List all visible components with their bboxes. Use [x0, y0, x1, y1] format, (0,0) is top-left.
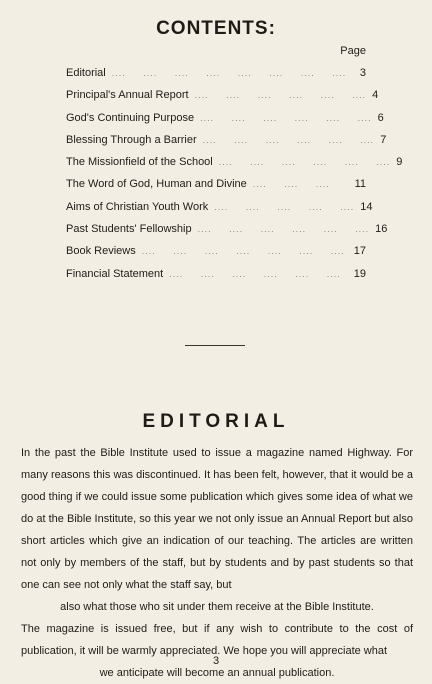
toc-leader-dots: .... .... .... .... .... .... — [218, 157, 391, 168]
toc-leader-dots: .... .... .... .... .... — [214, 201, 355, 212]
toc-entry-title: Blessing Through a Barrier — [66, 133, 197, 146]
toc-entry-title: Aims of Christian Youth Work — [66, 200, 209, 213]
toc-entry — [66, 133, 387, 156]
toc-entry-page: 14 — [360, 200, 373, 213]
editorial-paragraph-end: also what those who sit under them receive at the Bible Institute. — [60, 601, 374, 613]
editorial-paragraph: In the past the Bible Institute used to issue a magazine named Highway. For many reasons this was discontinued. It has been felt, however, that it would be a good thing if we could issue some publication which gives some idea of what we do at the Bible Institute, so this year we not only issue an Annual Report but also short articles which give an indication of our teaching. The articles are written not only by members of the staff, but by students and by past students so that one can see not only what the staff say, but — [21, 447, 413, 591]
toc-entry — [66, 178, 366, 200]
toc-entry-title: Editorial — [66, 67, 106, 79]
toc-leader-dots: .... .... .... .... .... .... .... — [141, 246, 345, 257]
toc-leader-dots: .... .... .... .... .... .... .... .... — [111, 68, 347, 78]
toc-entry — [66, 111, 384, 134]
toc-entry-title: Principal's Annual Report — [66, 89, 189, 102]
section-divider — [185, 345, 245, 346]
toc-leader-dots: .... .... .... .... .... .... — [194, 90, 367, 101]
editorial-heading: EDITORIAL — [142, 411, 290, 432]
toc-entry — [66, 200, 373, 223]
toc-leader-dots: .... .... .... .... .... .... — [200, 112, 372, 123]
toc-leader-dots: .... .... .... .... .... .... — [169, 268, 341, 279]
table-of-contents — [66, 67, 403, 290]
toc-entry-page: 17 — [353, 245, 366, 258]
toc-entry-page: 9 — [396, 156, 403, 169]
toc-entry-page: 19 — [353, 267, 366, 280]
toc-entry-title: Financial Statement — [66, 267, 164, 280]
toc-entry-title: The Word of God, Human and Divine — [66, 178, 247, 191]
toc-entry-page: 16 — [375, 223, 388, 236]
toc-leader-dots: .... .... .... — [252, 179, 330, 190]
toc-entry-page: 4 — [372, 89, 379, 102]
toc-leader-dots: .... .... .... .... .... .... — [202, 134, 375, 145]
toc-entry-page: 7 — [380, 133, 387, 146]
toc-entry-page: 3 — [359, 67, 366, 79]
toc-entry-title: God's Continuing Purpose — [66, 111, 195, 124]
toc-entry — [66, 67, 366, 89]
contents-heading: CONTENTS: — [156, 18, 276, 39]
toc-entry-page: 6 — [377, 111, 384, 124]
toc-entry — [66, 245, 366, 267]
page-column-label: Page — [340, 45, 366, 57]
toc-entry — [66, 268, 366, 290]
toc-entry-title: Book Reviews — [66, 245, 136, 258]
toc-leader-dots: .... .... .... .... .... .... — [197, 224, 370, 235]
editorial-body — [21, 442, 413, 684]
editorial-paragraph: The magazine is issued free, but if any wish to contribute to the cost of publication, it will be warmly appreciated. We hope you will appreciate what — [21, 623, 413, 657]
toc-entry — [66, 223, 388, 245]
toc-entry-title: The Missionfield of the School — [66, 156, 213, 169]
toc-entry — [66, 156, 403, 178]
toc-entry — [66, 89, 379, 111]
editorial-paragraph-end: we anticipate will become an annual publication. — [99, 667, 335, 679]
toc-entry-title: Past Students' Fellowship — [66, 223, 192, 236]
toc-entry-page: 11 — [354, 178, 366, 191]
page-number: 3 — [212, 655, 220, 667]
